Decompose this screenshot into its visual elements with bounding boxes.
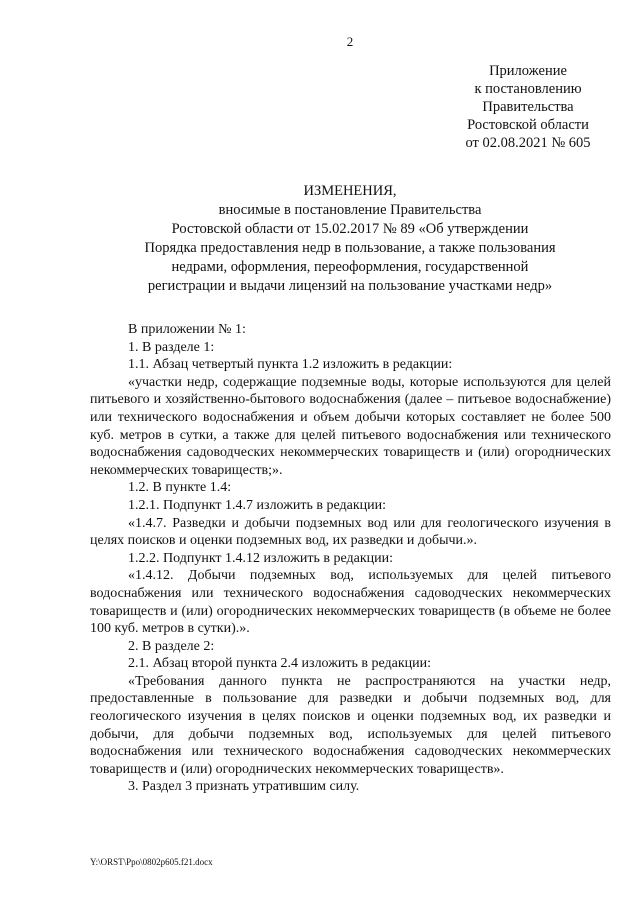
page-number: 2 [346,34,354,49]
appendix-line-2: к постановлению [474,81,582,97]
appendix-line-1: Приложение [489,63,567,79]
paragraph: «1.4.7. Разведки и добычи подземных вод или для геологического изучения в целях поисков и оценки подземных вод, их разведки и добычи.». [90,515,611,549]
paragraph: «участки недр, содержащие подземные воды, которые используются для целей питьевого и хозяйственно-бытового водоснабжения (далее – питьевое водоснабжение) или технического водоснабжения и объем добычи которых составляет не более 500 куб. метров в сутки, а также для целей питьевого водоснабжения или технического водоснабжения садоводческих некоммерческих товариществ и (или) огороднических некоммерческих товариществ;». [90,374,611,478]
paragraph: 3. Раздел 3 признать утратившим силу. [128,779,360,795]
paragraph: 1. В разделе 1: [128,339,215,355]
paragraph: 2.1. Абзац второй пункта 2.4 изложить в редакции: [128,656,432,672]
paragraph: 1.2.1. Подпункт 1.4.7 изложить в редакции: [128,497,387,513]
document-body [90,321,611,796]
file-path-footer: Y:\ORST\Ppo\0802p605.f21.docx [90,857,213,867]
appendix-line-4: Ростовской области [467,117,589,133]
paragraph: «1.4.12. Добычи подземных вод, используемых для целей питьевого водоснабжения или технического водоснабжения садоводческих некоммерческих товариществ и (или) огороднических некоммерческих товариществ (в объеме не более 100 куб. метров в сутки).». [90,568,611,637]
appendix-block [428,62,628,152]
appendix-line-3: Правительства [482,99,574,115]
heading-line-4: недрами, оформления, переоформления, государственной [171,259,529,275]
appendix-line-5: от 02.08.2021 № 605 [465,135,591,151]
heading-line-2: Ростовской области от 15.02.2017 № 89 «Об утверждении [171,221,529,237]
heading-line-5: регистрации и выдачи лицензий на пользование участками недр» [147,278,553,294]
paragraph: 1.1. Абзац четвертый пункта 1.2 изложить в редакции: [128,357,453,373]
paragraph: «Требования данного пункта не распространяются на участки недр, предоставленные в пользование для разведки и добычи подземных вод, для геологического изучения в целях поисков и оценки подземных вод, их разведки и добычи, для добычи подземных вод, используемых для целей питьевого водоснабжения или технического водоснабжения садоводческих некоммерческих товариществ и (или) огороднических некоммерческих товариществ». [90,673,611,777]
paragraph: В приложении № 1: [128,322,246,337]
document-title: ИЗМЕНЕНИЯ, [303,183,397,199]
document-heading [90,182,610,296]
paragraph: 2. В разделе 2: [128,638,215,654]
heading-line-3: Порядка предоставления недр в пользование, а также пользования [144,240,556,256]
heading-line-1: вносимые в постановление Правительства [218,202,482,218]
paragraph: 1.2. В пункте 1.4: [128,480,232,496]
paragraph: 1.2.2. Подпункт 1.4.12 изложить в редакции: [128,550,394,566]
